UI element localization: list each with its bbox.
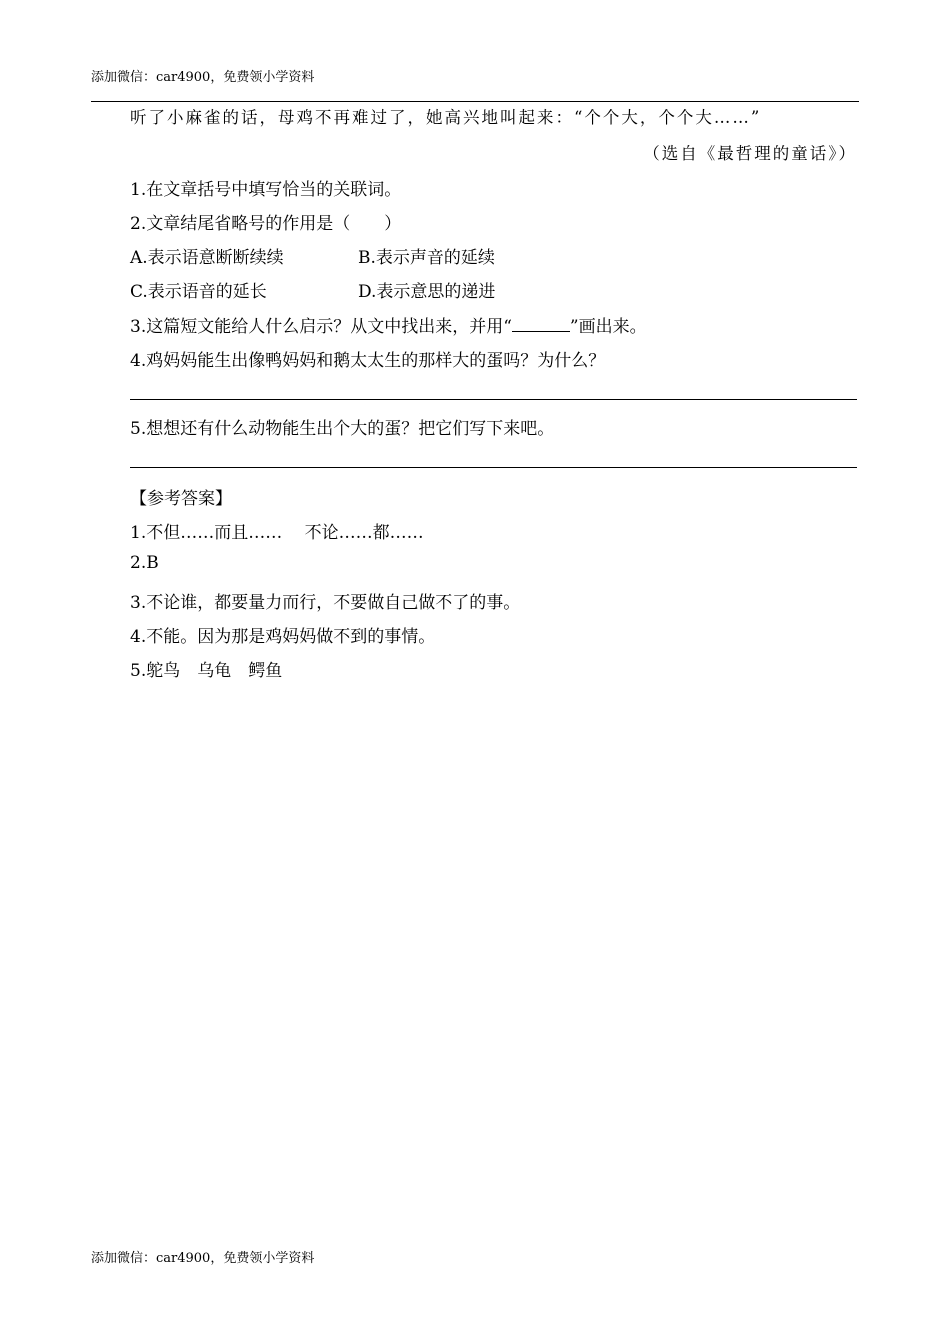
question-5: 5.想想还有什么动物能生出个大的蛋？把它们写下来吧。 (130, 419, 555, 439)
story-source: （选自《最哲理的童话》） (643, 144, 857, 163)
question-3 (130, 312, 647, 337)
question-4: 4.鸡妈妈能生出像鸭妈妈和鹅太太生的那样大的蛋吗？为什么？ (130, 351, 606, 371)
question-1: 1.在文章括号中填写恰当的关联词。 (130, 180, 402, 200)
answer-line-q4 (130, 399, 857, 400)
question-2: 2.文章结尾省略号的作用是（ ） (130, 214, 402, 234)
answer-line-q5 (130, 467, 857, 468)
option-c: C.表示语音的延长 (130, 282, 267, 302)
underline-blank (512, 317, 570, 332)
header-rule (91, 101, 859, 102)
footer-text: 添加微信：car4900，免费领小学资料 (91, 1251, 315, 1266)
answer-4: 4.不能。因为那是鸡妈妈做不到的事情。 (130, 627, 436, 647)
answer-1: 1.不但……而且…… 不论……都…… (130, 523, 424, 543)
story-closing: 听了小麻雀的话，母鸡不再难过了，她高兴地叫起来：“个个大，个个大……” (130, 108, 762, 127)
option-d: D.表示意思的递进 (358, 282, 496, 302)
answers-heading: 【参考答案】 (130, 489, 232, 509)
option-b: B.表示声音的延续 (358, 248, 495, 268)
question-3-suffix: ”画出来。 (569, 317, 647, 337)
answer-2: 2.B (130, 553, 159, 573)
answer-3: 3.不论谁，都要量力而行，不要做自己做不了的事。 (130, 593, 521, 613)
answer-5: 5.鸵鸟 乌龟 鳄鱼 (130, 661, 283, 681)
question-3-prefix: 3.这篇短文能给人什么启示？从文中找出来，并用“ (130, 317, 512, 337)
header-text: 添加微信：car4900，免费领小学资料 (91, 70, 315, 85)
option-a: A.表示语意断断续续 (130, 248, 284, 268)
